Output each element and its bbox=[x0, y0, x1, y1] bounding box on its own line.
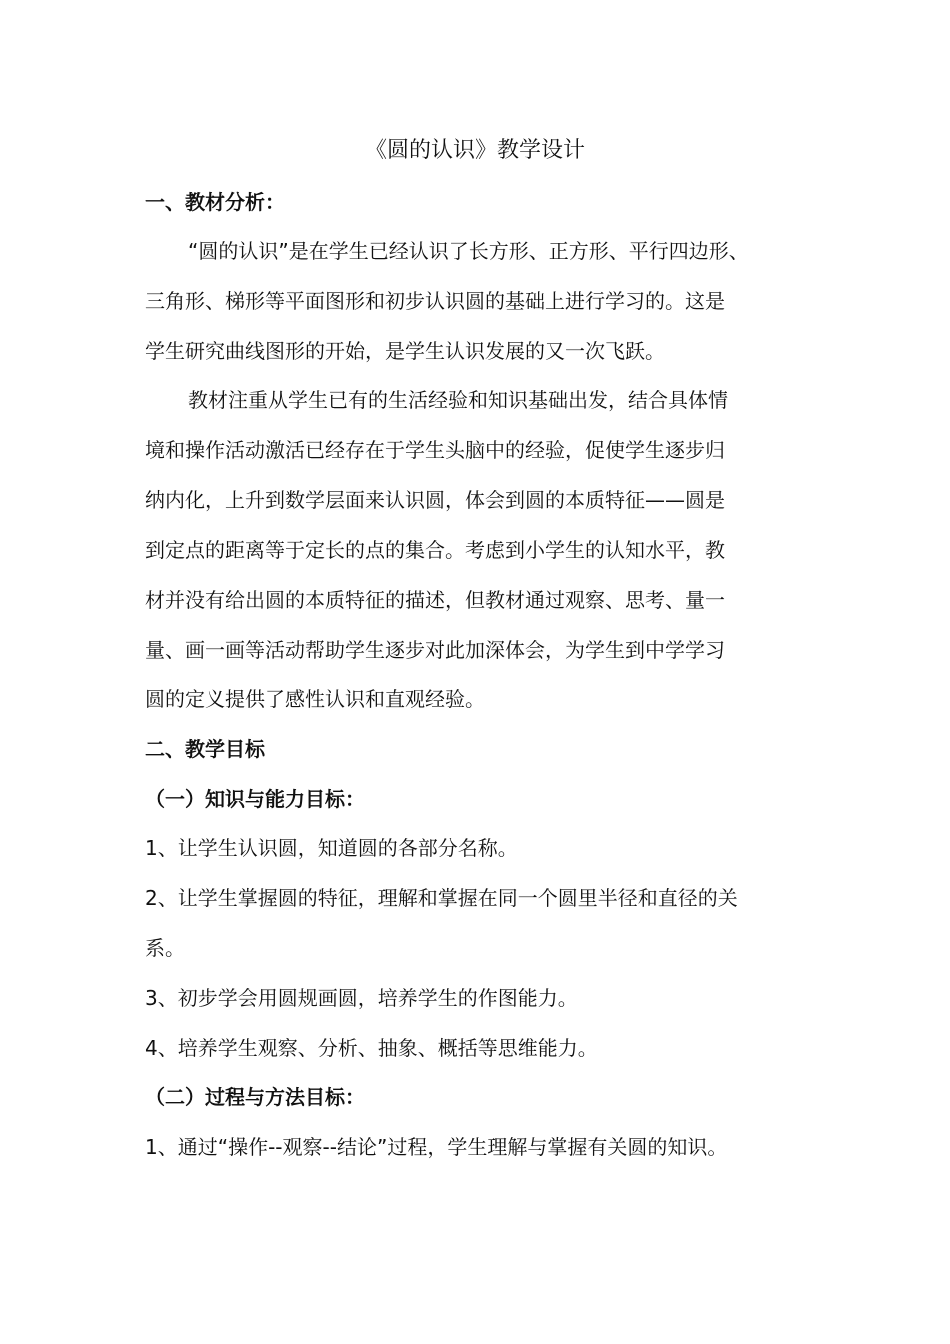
paragraph-line: 三角形、梯形等平面图形和初步认识圆的基础上进行学习的。这是 bbox=[145, 289, 725, 313]
list-item: 1、通过“操作--观察--结论”过程，学生理解与掌握有关圆的知识。 bbox=[145, 1135, 728, 1159]
list-item: 系。 bbox=[145, 936, 185, 960]
subsection-heading-knowledge-goals: （一）知识与能力目标： bbox=[145, 787, 365, 811]
subsection-heading-process-goals: （二）过程与方法目标： bbox=[145, 1085, 365, 1109]
list-item: 4、培养学生观察、分析、抽象、概括等思维能力。 bbox=[145, 1036, 598, 1060]
page-title: 《圆的认识》教学设计 bbox=[364, 138, 585, 163]
paragraph-line: 境和操作活动激活已经存在于学生头脑中的经验，促使学生逐步归 bbox=[145, 438, 725, 462]
list-item: 1、让学生认识圆，知道圆的各部分名称。 bbox=[145, 836, 518, 860]
paragraph-line: 教材注重从学生已有的生活经验和知识基础出发，结合具体情 bbox=[188, 388, 728, 412]
paragraph-line: “圆的认识”是在学生已经认识了长方形、正方形、平行四边形、 bbox=[188, 239, 749, 263]
paragraph-line: 学生研究曲线图形的开始，是学生认识发展的又一次飞跃。 bbox=[145, 339, 665, 363]
section-heading-textbook-analysis: 一、教材分析： bbox=[145, 190, 285, 214]
paragraph-line: 纳内化，上升到数学层面来认识圆，体会到圆的本质特征——圆是 bbox=[145, 488, 725, 512]
paragraph-line: 圆的定义提供了感性认识和直观经验。 bbox=[145, 687, 485, 711]
paragraph-line: 到定点的距离等于定长的点的集合。考虑到小学生的认知水平，教 bbox=[145, 538, 725, 562]
paragraph-line: 量、画一画等活动帮助学生逐步对此加深体会，为学生到中学学习 bbox=[145, 638, 725, 662]
paragraph-line: 材并没有给出圆的本质特征的描述，但教材通过观察、思考、量一 bbox=[145, 588, 725, 612]
list-item: 3、初步学会用圆规画圆，培养学生的作图能力。 bbox=[145, 986, 578, 1010]
list-item: 2、让学生掌握圆的特征，理解和掌握在同一个圆里半径和直径的关 bbox=[145, 886, 738, 910]
section-heading-teaching-goals: 二、教学目标 bbox=[145, 737, 265, 761]
